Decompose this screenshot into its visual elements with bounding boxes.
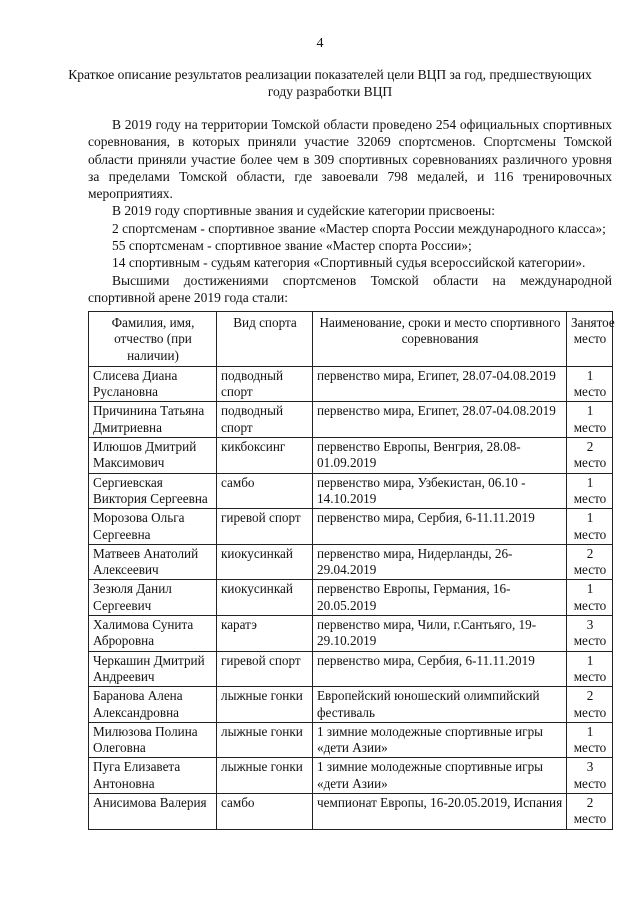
cell-athlete-name: Милюзова Полина Олеговна <box>89 722 217 758</box>
table-row <box>89 402 613 438</box>
cell-place: 1 место <box>567 580 613 616</box>
cell-competition: первенство мира, Египет, 28.07-04.08.2019 <box>313 402 567 438</box>
cell-competition: первенство мира, Сербия, 6-11.11.2019 <box>313 651 567 687</box>
cell-athlete-name: Анисимова Валерия <box>89 794 217 830</box>
cell-athlete-name: Морозова Ольга Сергеевна <box>89 509 217 545</box>
cell-competition: 1 зимние молодежные спортивные игры «дети Азии» <box>313 758 567 794</box>
cell-place: 1 место <box>567 366 613 402</box>
cell-sport: гиревой спорт <box>217 509 313 545</box>
cell-place: 2 место <box>567 544 613 580</box>
table-row <box>89 366 613 402</box>
cell-athlete-name: Причинина Татьяна Дмитриевна <box>89 402 217 438</box>
cell-sport: лыжные гонки <box>217 758 313 794</box>
cell-sport: кикбоксинг <box>217 438 313 474</box>
cell-sport: киокусинкай <box>217 580 313 616</box>
cell-athlete-name: Пуга Елизавета Антоновна <box>89 758 217 794</box>
section-heading: Краткое описание результатов реализации показателей цели ВЦП за год, предшествующих году разработки ВЦП <box>68 67 592 99</box>
cell-athlete-name: Илюшов Дмитрий Максимович <box>89 438 217 474</box>
table-row <box>89 509 613 545</box>
cell-athlete-name: Зезюля Данил Сергеевич <box>89 580 217 616</box>
cell-athlete-name: Черкашин Дмитрий Андреевич <box>89 651 217 687</box>
body-text <box>88 116 612 306</box>
table-row <box>89 580 613 616</box>
cell-place: 2 место <box>567 794 613 830</box>
table-row <box>89 651 613 687</box>
cell-athlete-name: Слисева Диана Руслановна <box>89 366 217 402</box>
paragraph-judges: 14 спортивным - судьям категория «Спортивный судья всероссийской категории». <box>112 255 586 271</box>
achievements-table <box>88 311 613 830</box>
cell-competition: первенство Европы, Венгрия, 28.08-01.09.2019 <box>313 438 567 474</box>
paragraph-achievements: Высшими достижениями спортсменов Томской области на международной спортивной арене 2019 года стали: <box>88 272 612 305</box>
cell-sport: лыжные гонки <box>217 722 313 758</box>
header-place: Занятое место <box>567 312 613 367</box>
cell-athlete-name: Сергиевская Виктория Сергеевна <box>89 473 217 509</box>
table-row <box>89 794 613 830</box>
cell-place: 1 место <box>567 402 613 438</box>
cell-place: 3 место <box>567 758 613 794</box>
cell-sport: подводный спорт <box>217 402 313 438</box>
cell-place: 1 место <box>567 722 613 758</box>
cell-competition: 1 зимние молодежные спортивные игры «дети Азии» <box>313 722 567 758</box>
cell-place: 3 место <box>567 616 613 652</box>
table-row <box>89 438 613 474</box>
page-number: 4 <box>316 36 324 51</box>
cell-sport: лыжные гонки <box>217 687 313 723</box>
cell-sport: подводный спорт <box>217 366 313 402</box>
paragraph-ms: 55 спортсменам - спортивное звание «Мастер спорта России»; <box>112 238 472 254</box>
cell-sport: киокусинкай <box>217 544 313 580</box>
cell-place: 2 место <box>567 687 613 723</box>
table-header-row <box>89 312 613 367</box>
cell-competition: первенство мира, Нидерланды, 26-29.04.2019 <box>313 544 567 580</box>
cell-competition: чемпионат Европы, 16-20.05.2019, Испания <box>313 794 567 830</box>
cell-athlete-name: Баранова Алена Александровна <box>89 687 217 723</box>
cell-sport: гиревой спорт <box>217 651 313 687</box>
paragraph-titles-intro: В 2019 году спортивные звания и судейские категории присвоены: <box>112 203 495 219</box>
paragraph-summary: В 2019 году на территории Томской области проведено 254 официальных спортивных соревнования, в которых приняли участие 32069 спортсменов. Спортсмены Томской области приняли участие более чем в 309 спортивных соревнованиях различного уровня за пределами Томской области, где завоевали 798 медалей, и 116 тренировочных мероприятиях. <box>88 117 612 202</box>
paragraph-msmk: 2 спортсменам - спортивное звание «Мастер спорта России международного класса»; <box>112 220 606 236</box>
header-name: Фамилия, имя, отчество (при наличии) <box>89 312 217 367</box>
cell-place: 2 место <box>567 438 613 474</box>
cell-competition: первенство мира, Чили, г.Сантьяго, 19-29.10.2019 <box>313 616 567 652</box>
cell-place: 1 место <box>567 651 613 687</box>
cell-competition: Европейский юношеский олимпийский фестиваль <box>313 687 567 723</box>
cell-athlete-name: Матвеев Анатолий Алексеевич <box>89 544 217 580</box>
cell-competition: первенство мира, Узбекистан, 06.10 - 14.10.2019 <box>313 473 567 509</box>
cell-sport: самбо <box>217 473 313 509</box>
header-sport: Вид спорта <box>217 312 313 367</box>
cell-place: 1 место <box>567 473 613 509</box>
table-row <box>89 758 613 794</box>
cell-sport: каратэ <box>217 616 313 652</box>
table-row <box>89 616 613 652</box>
cell-competition: первенство мира, Египет, 28.07-04.08.2019 <box>313 366 567 402</box>
cell-athlete-name: Халимова Сунита Аброровна <box>89 616 217 652</box>
cell-competition: первенство мира, Сербия, 6-11.11.2019 <box>313 509 567 545</box>
table-row <box>89 687 613 723</box>
cell-sport: самбо <box>217 794 313 830</box>
header-competition: Наименование, сроки и место спортивного соревнования <box>313 312 567 367</box>
cell-competition: первенство Европы, Германия, 16-20.05.2019 <box>313 580 567 616</box>
cell-place: 1 место <box>567 509 613 545</box>
table-row <box>89 473 613 509</box>
table-row <box>89 544 613 580</box>
table-row <box>89 722 613 758</box>
